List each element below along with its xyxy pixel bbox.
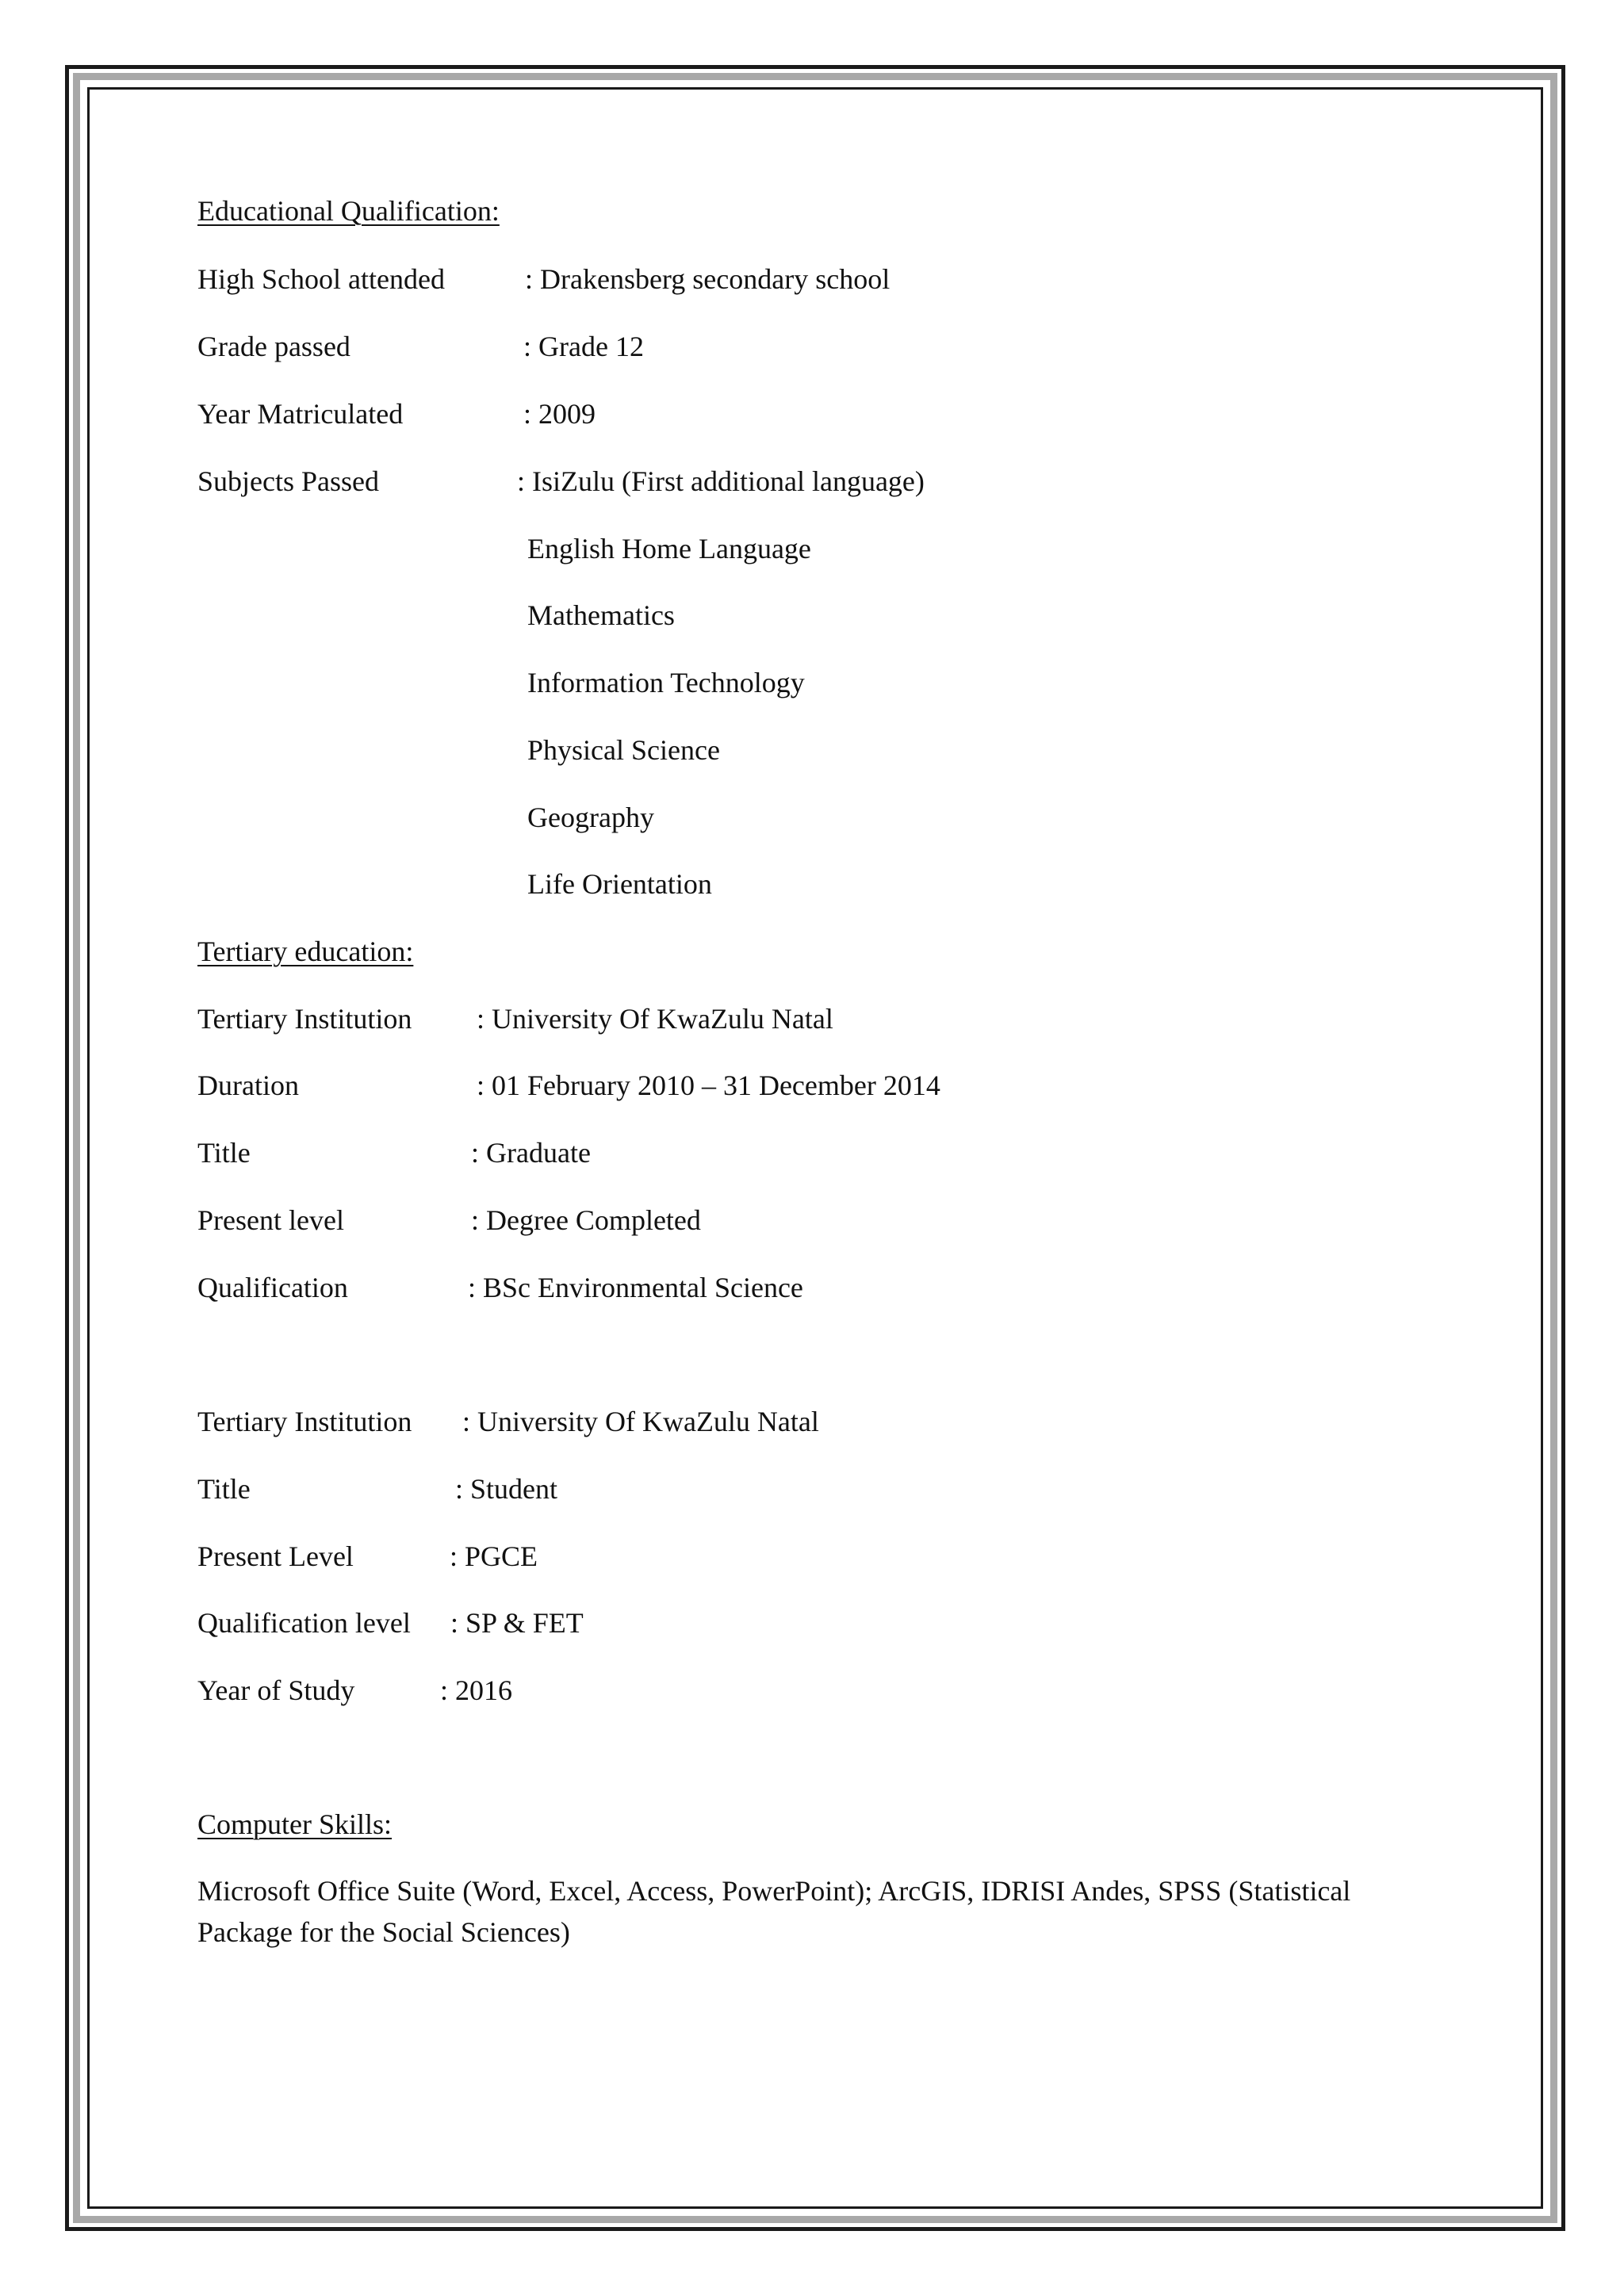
computer-skills-text: Microsoft Office Suite (Word, Excel, Access, PowerPoint); ArcGIS, IDRISI Andes, SPSS (Statistical Package for the Social Sciences) — [197, 1875, 1351, 1948]
subjects-label: Subjects Passed — [197, 465, 379, 497]
title-value: : Student — [455, 1473, 558, 1505]
subject-item: Life Orientation — [527, 868, 712, 900]
year-of-study-label: Year of Study — [197, 1674, 355, 1706]
subject-item: English Home Language — [527, 533, 811, 564]
tertiary-institution-label: Tertiary Institution — [197, 1003, 412, 1035]
title-label: Title — [197, 1473, 251, 1505]
qualification-value: : BSc Environmental Science — [468, 1272, 803, 1303]
subject-item: Geography — [527, 802, 654, 833]
qualification-level-label: Qualification level — [197, 1607, 411, 1639]
tertiary-institution-value: : University Of KwaZulu Natal — [477, 1003, 833, 1035]
title-value: : Graduate — [471, 1137, 591, 1169]
qualification-label: Qualification — [197, 1272, 348, 1303]
subject-first: : IsiZulu (First additional language) — [517, 465, 925, 497]
present-level-label: Present level — [197, 1204, 344, 1236]
present-level-label: Present Level — [197, 1540, 354, 1572]
subject-item: Physical Science — [527, 734, 720, 766]
high-school-value: : Drakensberg secondary school — [525, 263, 891, 295]
title-label: Title — [197, 1137, 251, 1169]
present-level-value: : PGCE — [450, 1540, 538, 1572]
grade-value: : Grade 12 — [523, 331, 644, 362]
tertiary-heading: Tertiary education: — [197, 936, 414, 967]
subject-item: Mathematics — [527, 599, 675, 631]
year-matriculated-label: Year Matriculated — [197, 398, 404, 430]
present-level-value: : Degree Completed — [471, 1204, 701, 1236]
year-of-study-value: : 2016 — [440, 1674, 513, 1706]
qualification-level-value: : SP & FET — [450, 1607, 584, 1639]
education-heading: Educational Qualification: — [197, 195, 500, 227]
computer-skills-heading: Computer Skills: — [197, 1808, 393, 1840]
high-school-label: High School attended — [197, 263, 445, 295]
subject-item: Information Technology — [527, 667, 805, 698]
cv-content — [197, 0, 1434, 2296]
grade-label: Grade passed — [197, 331, 350, 362]
year-matriculated-value: : 2009 — [523, 398, 596, 430]
duration-label: Duration — [197, 1070, 299, 1101]
duration-value: : 01 February 2010 – 31 December 2014 — [477, 1070, 940, 1101]
tertiary-institution-label: Tertiary Institution — [197, 1406, 412, 1437]
tertiary-institution-value: : University Of KwaZulu Natal — [462, 1406, 819, 1437]
